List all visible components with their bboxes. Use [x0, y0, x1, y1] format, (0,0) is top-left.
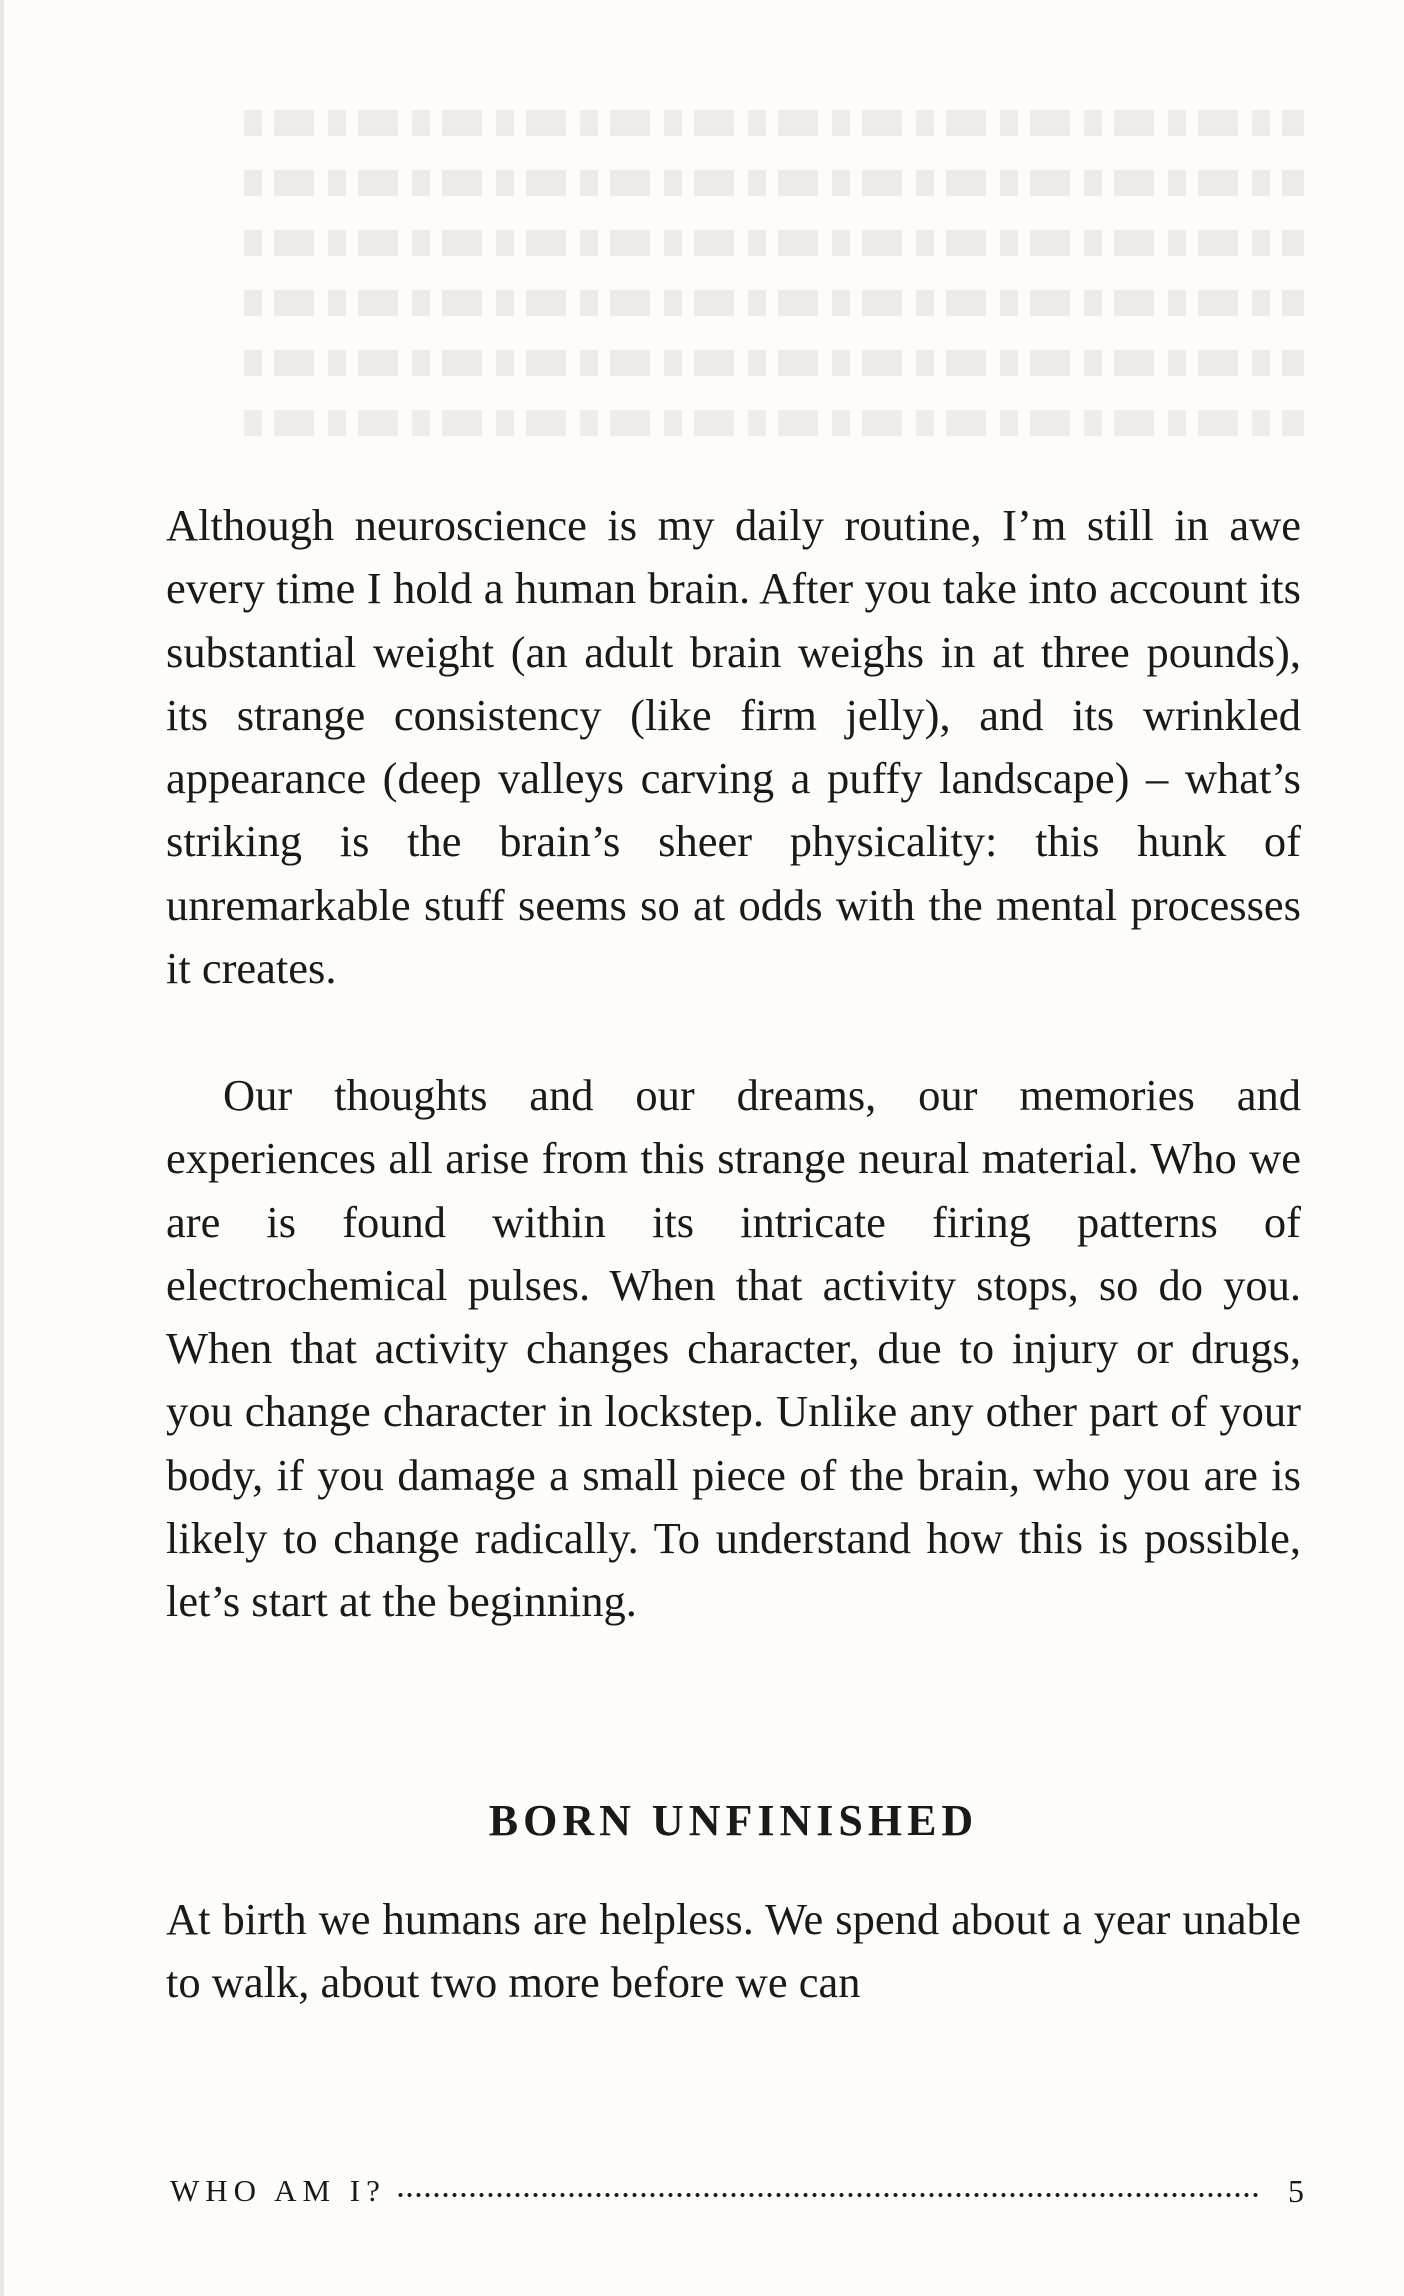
section-heading: BORN UNFINISHED	[488, 1796, 979, 1845]
body-paragraph-1: Although neuroscience is my daily routine, I’m still in awe every time I hold a human brain. After you take into account its substantial weight (an adult brain weighs in at three pounds), its strange consistency (like firm jelly), and its wrinkled appearance (deep valleys carving a puffy landscape) – what’s striking is the brain’s sheer physicality: this hunk of unremarkable stuff seems so at odds with the mental processes it creates.	[166, 500, 1301, 994]
page-number: 5	[1288, 2172, 1304, 2209]
section-text-block	[166, 1888, 1301, 2015]
bleed-through-texture	[244, 110, 1304, 510]
body-text-block-2	[166, 1064, 1301, 1634]
body-paragraph-2: Our thoughts and our dreams, our memories and experiences all arise from this strange neural material. Who we are is found within its intricate firing patterns of electrochemical pulses. When that activity stops, so do you. When that activity changes character, due to injury or drugs, you change character in lockstep. Unlike any other part of your body, if you damage a small piece of the brain, who you are is likely to change radically. To understand how this is possible, let’s start at the beginning.	[166, 1070, 1301, 1627]
running-title: WHO AM I?	[170, 2173, 386, 2208]
body-text-block-1	[166, 494, 1301, 1000]
page-footer	[170, 2166, 1304, 2216]
dot-leader	[396, 2192, 1260, 2198]
section-paragraph: At birth we humans are helpless. We spend about a year unable to walk, about two more before we can	[166, 1894, 1301, 2008]
